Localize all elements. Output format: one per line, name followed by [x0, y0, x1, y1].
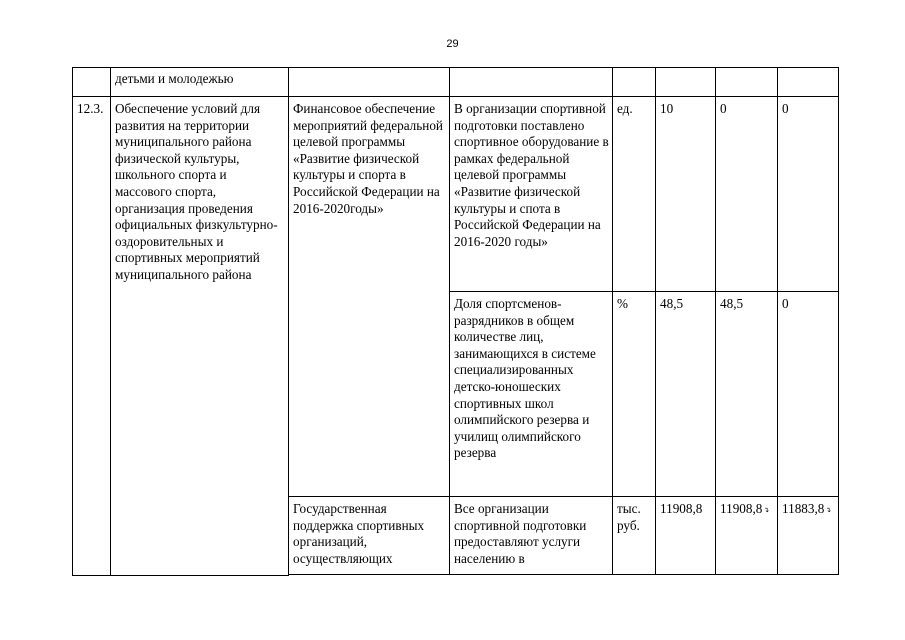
- measure-cell: [289, 68, 450, 97]
- continuation-row: [73, 68, 839, 97]
- row-description: Обеспечение условий для развития на территории муниципального района физической культуры, школьного спорта и массового спорта, организация проведения официальных физкультурно-оздоровительных и спортивных мероприятий муниципального района: [111, 97, 289, 576]
- indicator-value: 10: [656, 97, 716, 292]
- anchor-icon: ↴: [825, 505, 832, 514]
- indicator-text: Доля спортсменов-разрядников в общем количестве лиц, занимающихся в системе специализированных детско-юношеских спортивных школ олимпийского резерва и училищ олимпийского резерва: [450, 292, 613, 497]
- table-row: [73, 97, 839, 292]
- indicator-value-flagged: [716, 497, 778, 575]
- value-cell: [656, 68, 716, 97]
- indicator-value: 48,5: [716, 292, 778, 497]
- indicator-unit: ед.: [613, 97, 656, 292]
- indicator-value: 0: [778, 97, 839, 292]
- measure-financing: Финансовое обеспечение мероприятий федеральной целевой программы «Развитие физической культуры и спорта в Российской Федерации на 2016-2020годы»: [289, 97, 450, 497]
- indicator-value: 11883,8: [782, 501, 825, 516]
- indicator-unit: %: [613, 292, 656, 497]
- indicator-unit: тыс. руб.: [613, 497, 656, 575]
- indicator-value: 11908,8: [720, 501, 763, 516]
- unit-cell: [613, 68, 656, 97]
- indicator-value: 11908,8: [656, 497, 716, 575]
- indicator-text: В организации спортивной подготовки поставлено спортивное оборудование в рамках федеральной целевой программы «Развитие физической культуры и спота в Российской Федерации на 2016-2020 годы»: [450, 97, 613, 292]
- indicator-value: 0: [778, 292, 839, 497]
- indicator-value: 48,5: [656, 292, 716, 497]
- row-number: 12.3.: [73, 97, 111, 576]
- value-cell: [778, 68, 839, 97]
- indicator-value: 0: [716, 97, 778, 292]
- number-cell: [73, 68, 111, 97]
- indicator-text: Все организации спортивной подготовки предоставляют услуги населению в: [450, 497, 613, 575]
- indicator-cell: [450, 68, 613, 97]
- indicator-value-flagged: [778, 497, 839, 575]
- program-table: [72, 67, 839, 576]
- description-cell: детьми и молодежью: [111, 68, 289, 97]
- page-number: 29: [446, 38, 459, 50]
- measure-support: Государственная поддержка спортивных организаций, осуществляющих: [289, 497, 450, 575]
- anchor-icon: ↴: [763, 505, 770, 514]
- value-cell: [716, 68, 778, 97]
